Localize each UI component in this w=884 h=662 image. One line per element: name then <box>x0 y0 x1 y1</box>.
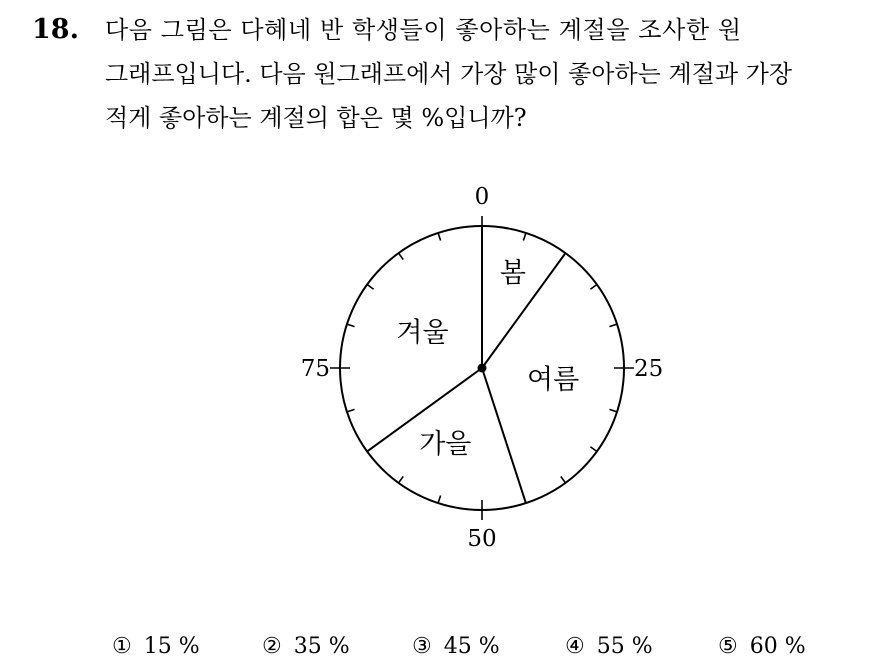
question-line-2: 그래프입니다. 다음 원그래프에서 가장 많이 좋아하는 계절과 가장 <box>105 60 792 88</box>
minor-tick <box>347 409 355 411</box>
slice-boundary <box>482 368 526 503</box>
slice-label-여름: 여름 <box>527 364 580 396</box>
choice-label: 55 % <box>596 634 653 659</box>
answer-choice-3[interactable] <box>412 632 500 662</box>
pie-center-dot <box>478 364 487 373</box>
answer-choices <box>0 632 884 662</box>
slice-label-봄: 봄 <box>499 257 526 289</box>
minor-tick <box>367 285 373 290</box>
minor-tick <box>399 476 404 482</box>
answer-choice-2[interactable] <box>262 632 350 662</box>
question-line-1: 다음 그림은 다혜네 반 학생들이 좋아하는 계절을 조사한 원 <box>105 16 742 44</box>
tick-label-50: 50 <box>467 526 497 552</box>
minor-tick <box>523 233 525 241</box>
minor-tick <box>438 495 440 503</box>
question-number: 18. <box>32 14 79 45</box>
tick-label-75: 75 <box>300 356 330 382</box>
choice-number: ② <box>262 634 282 659</box>
answer-choice-1[interactable] <box>112 632 200 662</box>
choice-label: 60 % <box>749 634 806 659</box>
choice-number: ④ <box>565 634 585 659</box>
minor-tick <box>590 285 596 290</box>
minor-tick <box>399 253 404 259</box>
minor-tick <box>347 324 355 326</box>
minor-tick <box>561 476 566 482</box>
minor-tick <box>590 447 596 452</box>
choice-label: 35 % <box>293 634 350 659</box>
question-line-3: 적게 좋아하는 계절의 합은 몇 %입니까? <box>105 104 527 132</box>
choice-label: 45 % <box>443 634 500 659</box>
minor-tick <box>438 233 440 241</box>
slice-label-가을: 가을 <box>419 429 472 461</box>
answer-choice-4[interactable] <box>565 632 653 662</box>
choice-number: ⑤ <box>718 634 738 659</box>
choice-label: 15 % <box>143 634 200 659</box>
slice-label-겨울: 겨울 <box>396 317 449 349</box>
choice-number: ③ <box>412 634 432 659</box>
minor-tick <box>609 324 617 326</box>
tick-label-0: 0 <box>474 184 490 210</box>
minor-tick <box>609 409 617 411</box>
tick-label-25: 25 <box>634 356 664 382</box>
answer-choice-5[interactable] <box>718 632 806 662</box>
choice-number: ① <box>112 634 132 659</box>
